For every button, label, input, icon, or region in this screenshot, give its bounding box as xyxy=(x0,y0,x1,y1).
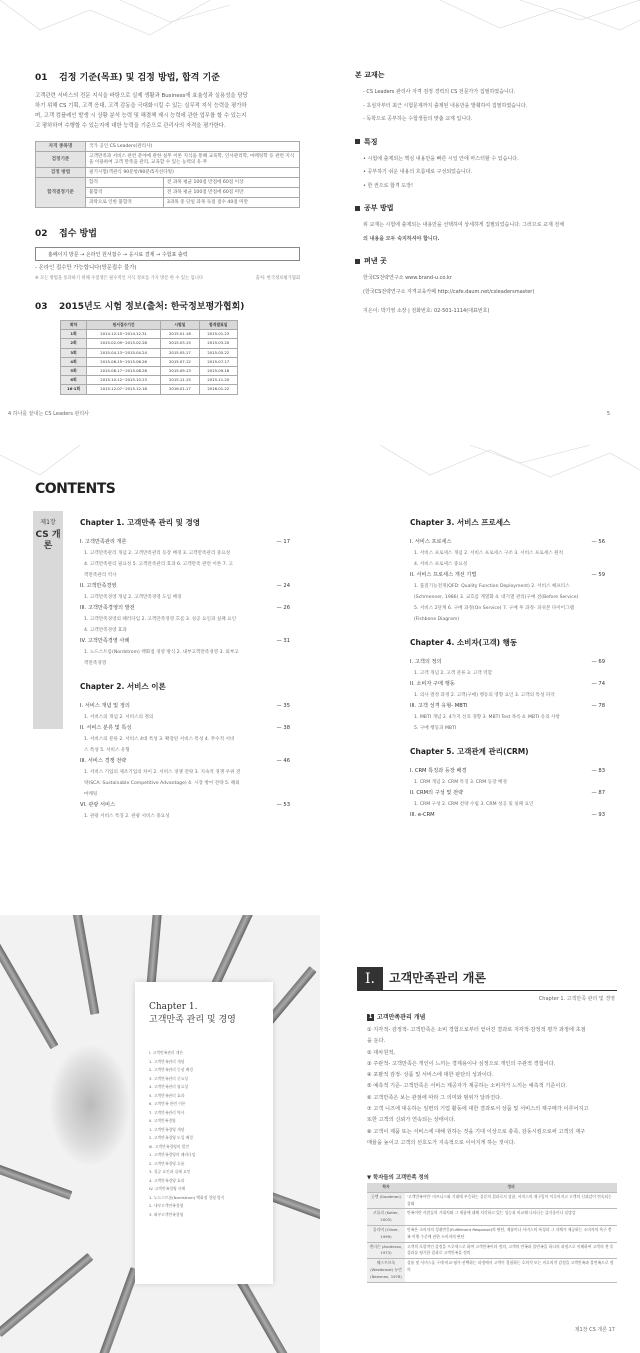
toc-item[interactable]: I. 고객만족관리 개론 — 17 xyxy=(80,539,290,545)
publisher-info: 한국CS전략연구소 www.brand-u.co.kr (한국CS전략연구소 자격교육카페 http://cafe.daum.net/csleadersmaster) 지은이: 박기영 소장 | 전화번호: 02-501-1114(대표번호) xyxy=(363,275,535,314)
chapter-card: Chapter 1. 고객만족 관리 및 경영 I. 고객만족관리 개론 1. 고객만족관리 개념 2. 고객만족관리 등장 배경 3. 고객만족관리 중요성 4. 고객만족관리 필요성 5. 고객만족관리 효과 6. 고객만족 관련 이론 7. 고객만족관리 역사 II. 고객만족경영 1. 고객만족경영 개념 2. 고객만족경영 도입 배경 III. 고객만족경영의 발전 1. 고객만족경영의 패러다임 2. 고객만족경영 흐름 3. 성공 요인과 실패 요인 4. 고객만족경영 효과 IV. 고객만족경영 사례 1. 노드스트롬(Nordstrom) 백화점 경영 방식 2. 내부고객만족경영 3. 외부고객만족경영 xyxy=(135,982,273,1284)
table-row: 굿맨 (Goodman) '고객만족이란' 비즈니스와 기대에 부응하는 질문의 결과로서 상품, 서비스의 재구입이 이루어지고 고객의 신뢰감이 연속되는 상태 xyxy=(367,1192,617,1209)
breadcrumb: Chapter 1. 고객만족 관리 및 경영 xyxy=(538,996,615,1002)
table-row: 2회 2015.02.09~2015.02.28 2015.03.15 2015.03.20 xyxy=(61,339,238,348)
chapter-heading: Chapter 2. 서비스 이론 xyxy=(80,682,166,691)
toc-item[interactable]: II. 서비스 분류 및 특성 — 38 xyxy=(80,725,290,731)
application-flow: 홈페이지 방문 → 온라인 원서접수 → 응시료 결제 → 수험표 출력 xyxy=(35,247,300,261)
toc-item[interactable]: II. 고객만족경영 — 24 xyxy=(80,583,290,589)
chapter-heading: Chapter 4. 소비자(고객) 행동 xyxy=(410,638,518,647)
page-4 xyxy=(0,0,320,445)
toc-item[interactable]: I. 서비스 개념 및 정의 — 35 xyxy=(80,703,290,709)
contents-right-column: Chapter 3. 서비스 프로세스 I. 서비스 프로세스 — 56 1. 서비스 프로세스 개념 2. 서비스 프로세스 구조 3. 서비스 프로세스 원칙 4. 서비스 프로세스 중요성 II. 서비스 프로세스 개선 기법 — 59 1. 품질기능전개(QFD: Quality Function Deployment) 2. 서비스 쎄프티스 (Schmenner, 1986) 3. 교흐름 계열화 4. 대기열 관리(구매 전(Before Service) 5. 서비스 2단계 6. 구매 과정(On Service) 7. 구매 후 과정- 피쉬본 다이어그램 (Fishbone Diagram) Chapter 4. 소비자(고객) 행동 I. 고객의 정의 — 69 1. 고객 개념 2. 고객 분류 3. 고객 역할 II. 소비자 구매 행동 — 74 1. 의사 결정 과정 2. 고객(구매) 행동의 영향 요인 3. 고객의 특성 파악 III. 고객 성격 유형- MBTI — 78 1. MBTI 개념 2. 4가지 선호 경향 3. MBTI Test 목록 4. MBTI 유의 사항 5. 구매 행동과 MBTI Chapter 5. 고객관계 관리(CRM) I. CRM 특징과 등장 배경 — 83 1. CRM 개념 2. CRM 특징 3. CRM 등장 배경 II. CRM의 구성 및 전략 — 87 1. CRM 구성 2. CRM 전략 수립 3. CRM 성공 및 실패 요인 III. e-CRM — 93 xyxy=(410,517,605,821)
exam-schedule-table: 회차 원서접수기간 시험일 합격발표일 1회 2014.12.15~2014.12.31 2015.01.18 2015.01.23 2회 2015.02.09~2015.02.28 2015.03.15 2015.03.20 3회 2015.04.13~2015.04.24 2015.05.17 2015.05.22 4회 2015.06.15~2015.06.26 2015.07.12 2015.07.17 5회 2015.08.17~2015.08.28 2015.09.13 2015.09.18 6회 2015.10.12~2015.10.23 2015.11.15 2015.11.20 16-1회 2015.12.07~2015.12.18 2016.01.17 2016.01.22 xyxy=(60,320,238,395)
chapter-spread xyxy=(0,915,640,1353)
toc-item[interactable]: II. 서비스 프로세스 개선 기법 — 59 xyxy=(410,572,605,578)
chapter-heading: Chapter 5. 고객관계 관리(CRM) xyxy=(410,747,529,756)
publisher-heading: 펴낸 곳 xyxy=(355,256,615,266)
table-row: 앤더슨 (Anderson, 1973) 고객의 포괄적인 감정을 프로세스로 하여 고객만족이라 정의, 고객의 만족과 불만족을 하나의 과정으로 이해하여 고객의 전·후 성과를 평가한 결과로 고객만족을 정의 xyxy=(367,1242,617,1259)
page-5 xyxy=(320,0,640,445)
intro-heading: 본 교재는 xyxy=(355,71,385,79)
feature-list: • 시험에 출제되는 핵심 내용만을 빠른 시일 안에 마스터할 수 있습니다. • 공부하기 쉬운 내용의 흐름대로 구성되었습니다. • 한 권으로 합격 도장! xyxy=(363,155,519,189)
page-17-footer: 제1장 CS 개론 17 xyxy=(574,1327,615,1333)
section-heading: 1 고객만족관리 개념 xyxy=(368,1014,426,1021)
study-heading: 공부 방법 xyxy=(355,203,615,213)
toc-item[interactable]: III. 고객만족경영의 발전 — 26 xyxy=(80,605,290,611)
toc-item[interactable]: III. e-CRM — 93 xyxy=(410,812,605,818)
toc-item[interactable]: II. 소비자 구매 행동 — 74 xyxy=(410,681,605,687)
application-footnote: ※ 모든 방법을 통과하기 위해 수험생은 필수적인 지식 정보를 가지 방문 한 수 있는 입니다 출처: 한국정보평가협회 xyxy=(35,276,300,281)
page-5-footer: 5 xyxy=(606,411,610,417)
toc-item[interactable]: IV. 고객만족경영 사례 — 31 xyxy=(80,638,290,644)
contents-spread xyxy=(0,445,640,915)
table-row: 6회 2015.10.12~2015.10.23 2015.11.15 2015.11.20 xyxy=(61,376,238,385)
table-row: 1회 2014.12.15~2014.12.31 2015.01.18 2015.01.23 xyxy=(61,330,238,339)
contents-left-column: Chapter 1. 고객만족 관리 및 경영 I. 고객만족관리 개론 — 17 1. 고객만족관리 개념 2. 고객만족관리 등장 배경 3. 고객만족관리 중요성 4. 고객만족관리 필요성 5. 고객만족관리 효과 6. 고객만족 관련 이론 7. 고 객만족관리 역사 II. 고객만족경영 — 24 1. 고객만족경영 개념 2. 고객만족경영 도입 배경 III. 고객만족경영의 발전 — 26 1. 고객만족경영의 패러다임 2. 고객만족경영 흐름 3. 성공 요인과 실패 요인 4. 고객만족경영 효과 IV. 고객만족경영 사례 — 31 1. 노드스트롬(Nordstrom) 백화점 경영 방식 2. 내부고객만족경영 3. 외부고 객만족경영 Chapter 2. 서비스 이론 I. 서비스 개념 및 정의 — 35 1. 서비스의 개념 2. 서비스의 정의 II. 서비스 분류 및 특성 — 38 1. 서비스의 분류 2. 서비스 4대 특성 3. 확장된 서비스 특성 4. 무수적 서비 스 특성 5. 서비스 유형 III. 서비스 경쟁 전략 — 46 1. 서비스 기업의 제조기업의 차이 2. 서비스 경쟁 전략 3. 지속적 경쟁 우위 전 략(SCA: Sustainable Competitive Advantage) 4. 시장 방어 전략 5. 해외 마케팅 VI. 관광 서비스 — 53 1. 관광 서비스 특징 2. 관광 서비스 중요성 xyxy=(80,518,290,819)
toc-item[interactable]: VI. 관광 서비스 — 53 xyxy=(80,802,290,808)
section-heading-1: 01 검정 기준(목표) 및 검정 방법, 합격 기준 xyxy=(35,73,220,83)
exam-criteria-table: 자격 종목명 국가 공인 CS Leaders(관리사) 검정기준 고객만족과 서비스 관련 분야에 관한 실무 이론 지식을 통해 교육학, 인사관리학, 마케팅학 등 관련 지식을 이용하여 고객 만족을 관리, 교육할 수 있는 능력의 유·무 검정 방법 필기시험(객관식 90문항/90분/5지선다형) 합격결정기준 합격 전 과목 평균 100점 만점에 60점 이상 불합격 전 과목 평균 100점 만점에 60점 미만 과락으로 인한 불합격 3과목 중 단일 과목 득점 점수 40점 미만 xyxy=(35,141,300,208)
table-row: 코틀러 (Kotler, 2003) 만족이란 사람들의 기대치와 그 제품에 대해 지각하고 있는 성능과 비교해 나타나는 즐거움이나 실망감 xyxy=(367,1209,617,1226)
theory-table: 학자 정의 굿맨 (Goodman) '고객만족이란' 비즈니스와 기대에 부응하는 질문의 결과로서 상품, 서비스의 재구입이 이루어지고 고객의 신뢰감이 연속되는 상태 코틀러 (Kotler, 2003) 만족이란 사람들의 기대치와 그 제품에 대해 지각하고 있는 성능과 비교해 나타나는 즐거움이나 실망감 올리버 (Oliver, 1999) 만족은 소비자의 성취반응(Fulfillment Response)의 판단, 제품이나 서비스의 특성과 그 자체가 제공하는 소비자의 욕구 충족 이행 수준에 관한 소비자의 판단 앤더슨 (Anderson, 1973) 고객의 포괄적인 감정을 프로세스로 하여 고객만족이라 정의, 고객의 만족과 불만족을 하나의 과정으로 이해하여 고객의 전·후 성과를 평가한 결과로 고객만족을 정의 웨스트브룩 (Westbrook) 뉴먼 (Newman, 1978) 상품 및 서비스를 구매·비교·평가·선택하는 과정에서 고객이 경험하는 호의적 또는 비호의적 감정을 고객만족과 불만족으로 정의 xyxy=(367,1183,617,1283)
intro-list: - CS Leaders 관리사 자격 검정 경력의 CS 전문가가 집필하였습니다. - 초심자부터 최근 시험문제까지 출제된 내용만을 발췌하여 집필하였습니다. - 독학으로 공부하는 수험생들의 맞춤 교재 입니다. xyxy=(363,89,528,122)
toc-item[interactable]: II. CRM의 구성 및 전략 — 87 xyxy=(410,790,605,796)
table-row: 5회 2015.08.17~2015.08.28 2015.09.13 2015.09.18 xyxy=(61,366,238,375)
toc-item[interactable]: I. CRM 특징과 등장 배경 — 83 xyxy=(410,768,605,774)
toc-item[interactable]: III. 서비스 경쟁 전략 — 46 xyxy=(80,758,290,764)
page-4-footer: 4 하나를 끝내는 CS Leaders 관리사 xyxy=(8,411,90,417)
toc-item[interactable]: I. 서비스 프로세스 — 56 xyxy=(410,539,605,545)
chapter-heading: Chapter 1. 고객만족 관리 및 경영 xyxy=(80,518,200,527)
toc-item[interactable]: I. 고객의 정의 — 69 xyxy=(410,659,605,665)
chapter-tab: 제1장 CS 개론 xyxy=(33,511,63,729)
chapter-heading: Chapter 3. 서비스 프로세스 xyxy=(410,518,511,527)
theory-heading: ▼ 학자들의 고객만족 정의 xyxy=(367,1175,429,1181)
table-row: 4회 2015.06.15~2015.06.26 2015.07.12 2015.07.17 xyxy=(61,357,238,366)
table-row: 올리버 (Oliver, 1999) 만족은 소비자의 성취반응(Fulfillment Response)의 판단, 제품이나 서비스의 특성과 그 자체가 제공하는 소비자의 욕구 충족 이행 수준에 관한 소비자의 판단 xyxy=(367,1225,617,1242)
chapter-title: I. 고객만족관리 개론 xyxy=(357,967,617,991)
application-note: - 온라인 접수만 가능합니다(방문접수 불가) xyxy=(35,265,137,271)
table-row: 웨스트브룩 (Westbrook) 뉴먼 (Newman, 1978) 상품 및 서비스를 구매·비교·평가·선택하는 과정에서 고객이 경험하는 호의적 또는 비호의적 감정을 고객만족과 불만족으로 정의 xyxy=(367,1259,617,1282)
section-heading-3: 03 2015년도 시험 정보(출처: 한국정보평가협회) xyxy=(35,302,245,312)
spread-pages-4-5 xyxy=(0,0,640,445)
section-heading-2: 02 접수 방법 xyxy=(35,229,97,239)
table-row: 3회 2015.04.13~2015.04.24 2015.05.17 2015.05.22 xyxy=(61,348,238,357)
study-text: 위 교재는 시험에 출제되는 내용만을 선택하여 상세하게 집필되었습니다. 그러므로 교재 전체 의 내용을 모두 숙지하셔야 합니다. xyxy=(363,222,565,242)
definition-list: ① 지각적- 감정적- 고객만족은 소비 경험으로부터 얻어진 결과로 지각적·감정적 평가 과정에 초점 을 둔다. ② 대차원적, ③ 주관적- 고객만족은 개인이 느끼는 경제용이나 심정으로 개인의 주관적 경험이다. ④ 포괄적 감정- 상품 및 서비스에 대한 판단의 성과이다. ⑤ 예측적 기준- 고객만족은 서비스 제공자가 제공하는 소비자가 느끼는 예측적 기준이다. ⑥ 고객만족은 보는 관점에 따라 그 의미와 범위가 달라진다. ⑦ 고객 니즈에 대응하는 일련의 기업 활동에 대한 결과로서 상품 및 서비스의 재구매가 이루어지고 또한 고객의 신뢰가 연속되는 상태이다. ⑧ 고객이 제품 또는 서비스에 대해 원하는 것을 기대 이상으로 충족, 감동시킴으로써 고객의 재구 매율을 높이고 고객의 선호도가 지속적으로 이어지게 하는 것이다. xyxy=(367,1027,589,1146)
table-row: 16-1회 2015.12.07~2015.12.18 2016.01.17 2016.01.22 xyxy=(61,385,238,394)
contents-title: CONTENTS xyxy=(35,481,116,497)
section-1-body: 고객관련 서비스의 전문 지식을 바탕으로 실제 생활과 Business에 효율성과 실용성을 담당 하기 위해 CS 기획, 고객 응대, 고객 감동을 극대화시킬 수 있는 실무적 지식 능력을 평가하 며, 고객 컴플레인 발생 시 상황 분석 능력 및 해결책 제시 능력에 관한 업무를 할 수 있는지 고 평하하여 수행할 수 있는지에 대한 능력을 기준으로 관리사의 자격을 평가한다. xyxy=(35,93,248,129)
feature-heading: 특징 xyxy=(355,137,615,147)
toc-item[interactable]: III. 고객 성격 유형- MBTI — 78 xyxy=(410,703,605,709)
